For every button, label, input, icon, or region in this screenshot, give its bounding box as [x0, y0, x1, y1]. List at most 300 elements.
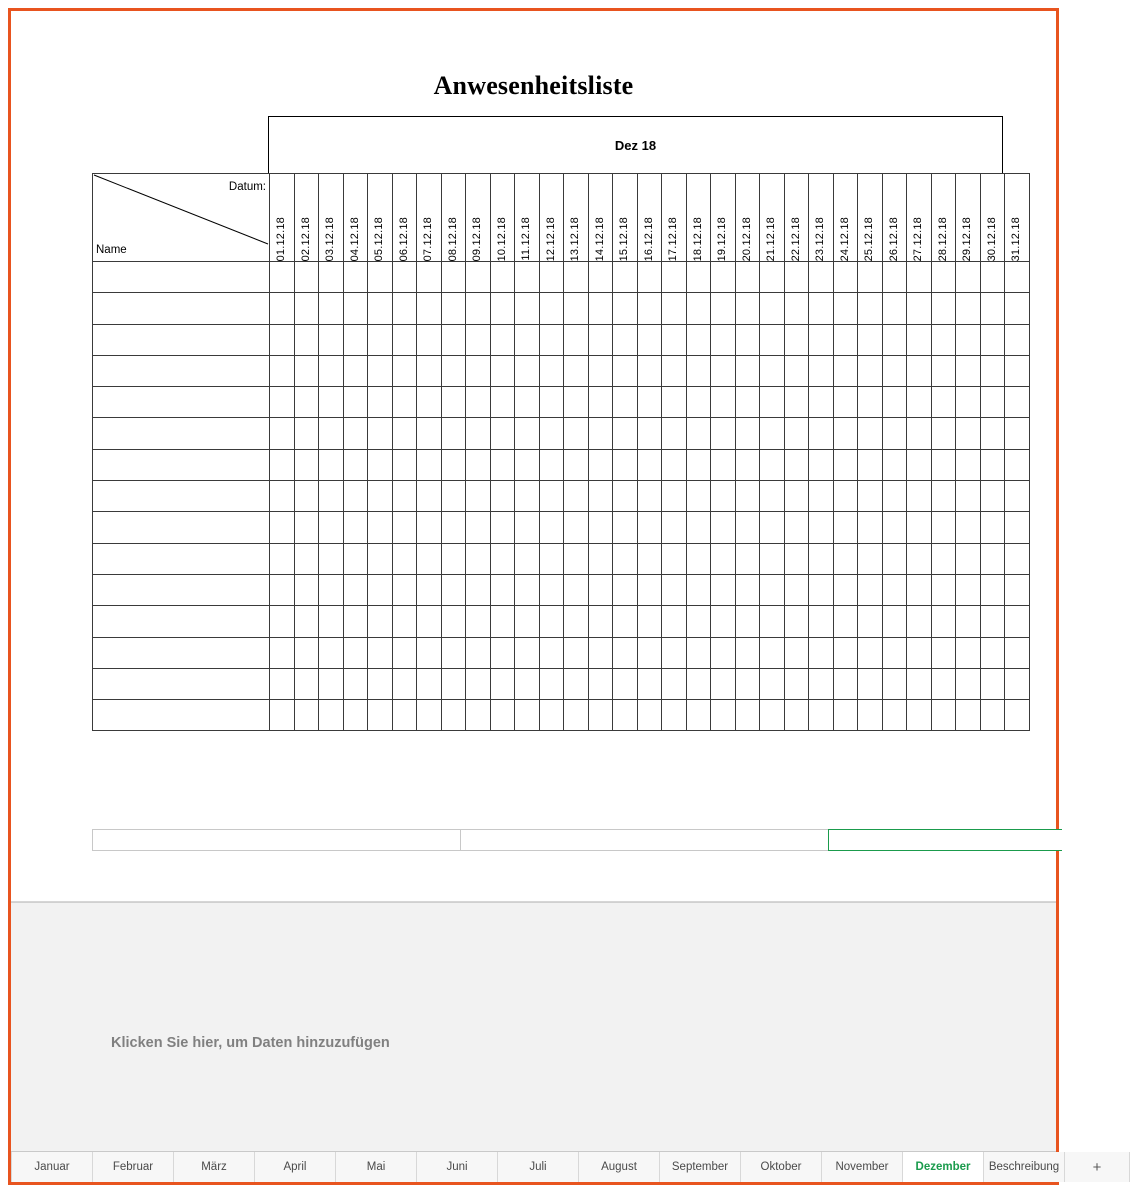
- attendance-cell[interactable]: [392, 418, 417, 449]
- attendance-cell[interactable]: [980, 449, 1005, 480]
- attendance-cell[interactable]: [490, 418, 515, 449]
- attendance-cell[interactable]: [466, 418, 491, 449]
- attendance-cell[interactable]: [319, 418, 344, 449]
- corner-header-cell[interactable]: [93, 174, 270, 262]
- attendance-cell[interactable]: [907, 668, 932, 699]
- attendance-cell[interactable]: [368, 324, 393, 355]
- attendance-cell[interactable]: [662, 293, 687, 324]
- sheet-tab-dezember[interactable]: Dezember: [903, 1152, 984, 1182]
- attendance-cell[interactable]: [784, 668, 809, 699]
- attendance-cell[interactable]: [882, 293, 907, 324]
- attendance-cell[interactable]: [613, 637, 638, 668]
- attendance-cell[interactable]: [343, 700, 368, 731]
- attendance-cell[interactable]: [490, 668, 515, 699]
- attendance-cell[interactable]: [368, 637, 393, 668]
- attendance-cell[interactable]: [956, 606, 981, 637]
- name-cell[interactable]: [93, 668, 270, 699]
- attendance-cell[interactable]: [858, 668, 883, 699]
- attendance-cell[interactable]: [858, 543, 883, 574]
- attendance-cell[interactable]: [466, 355, 491, 386]
- attendance-cell[interactable]: [319, 293, 344, 324]
- attendance-cell[interactable]: [515, 355, 540, 386]
- attendance-cell[interactable]: [809, 293, 834, 324]
- date-column-header[interactable]: [270, 174, 295, 262]
- attendance-cell[interactable]: [294, 387, 319, 418]
- attendance-cell[interactable]: [270, 668, 295, 699]
- attendance-cell[interactable]: [711, 668, 736, 699]
- attendance-cell[interactable]: [637, 324, 662, 355]
- attendance-cell[interactable]: [931, 481, 956, 512]
- name-cell[interactable]: [93, 512, 270, 543]
- attendance-cell[interactable]: [784, 324, 809, 355]
- attendance-cell[interactable]: [1005, 324, 1030, 355]
- attendance-cell[interactable]: [417, 449, 442, 480]
- attendance-cell[interactable]: [294, 324, 319, 355]
- date-column-header[interactable]: [441, 174, 466, 262]
- attendance-cell[interactable]: [931, 418, 956, 449]
- attendance-cell[interactable]: [637, 606, 662, 637]
- attendance-cell[interactable]: [392, 481, 417, 512]
- attendance-cell[interactable]: [417, 637, 442, 668]
- attendance-cell[interactable]: [417, 668, 442, 699]
- attendance-cell[interactable]: [441, 668, 466, 699]
- attendance-cell[interactable]: [711, 449, 736, 480]
- attendance-cell[interactable]: [417, 262, 442, 293]
- attendance-cell[interactable]: [1005, 355, 1030, 386]
- attendance-cell[interactable]: [441, 324, 466, 355]
- date-column-header[interactable]: [368, 174, 393, 262]
- attendance-cell[interactable]: [637, 262, 662, 293]
- attendance-cell[interactable]: [882, 606, 907, 637]
- attendance-cell[interactable]: [956, 387, 981, 418]
- attendance-cell[interactable]: [270, 387, 295, 418]
- attendance-cell[interactable]: [270, 512, 295, 543]
- table-row[interactable]: [93, 262, 1030, 293]
- attendance-cell[interactable]: [760, 387, 785, 418]
- attendance-cell[interactable]: [588, 574, 613, 605]
- attendance-cell[interactable]: [319, 449, 344, 480]
- attendance-cell[interactable]: [343, 543, 368, 574]
- attendance-cell[interactable]: [343, 418, 368, 449]
- attendance-cell[interactable]: [980, 512, 1005, 543]
- attendance-cell[interactable]: [490, 543, 515, 574]
- attendance-cell[interactable]: [588, 324, 613, 355]
- attendance-cell[interactable]: [294, 668, 319, 699]
- attendance-cell[interactable]: [613, 606, 638, 637]
- attendance-cell[interactable]: [417, 606, 442, 637]
- attendance-cell[interactable]: [809, 449, 834, 480]
- attendance-cell[interactable]: [784, 606, 809, 637]
- attendance-cell[interactable]: [784, 543, 809, 574]
- attendance-cell[interactable]: [368, 668, 393, 699]
- attendance-cell[interactable]: [539, 324, 564, 355]
- attendance-cell[interactable]: [564, 700, 589, 731]
- attendance-cell[interactable]: [466, 324, 491, 355]
- attendance-cell[interactable]: [858, 387, 883, 418]
- attendance-cell[interactable]: [833, 387, 858, 418]
- attendance-cell[interactable]: [368, 543, 393, 574]
- attendance-cell[interactable]: [564, 512, 589, 543]
- attendance-cell[interactable]: [735, 668, 760, 699]
- attendance-cell[interactable]: [980, 606, 1005, 637]
- attendance-cell[interactable]: [686, 637, 711, 668]
- attendance-cell[interactable]: [833, 324, 858, 355]
- attendance-cell[interactable]: [588, 637, 613, 668]
- attendance-cell[interactable]: [637, 418, 662, 449]
- attendance-cell[interactable]: [270, 262, 295, 293]
- attendance-cell[interactable]: [1005, 449, 1030, 480]
- attendance-cell[interactable]: [515, 481, 540, 512]
- date-column-header[interactable]: [539, 174, 564, 262]
- attendance-cell[interactable]: [980, 668, 1005, 699]
- attendance-cell[interactable]: [392, 387, 417, 418]
- attendance-cell[interactable]: [735, 324, 760, 355]
- attendance-cell[interactable]: [515, 418, 540, 449]
- attendance-cell[interactable]: [760, 512, 785, 543]
- attendance-cell[interactable]: [564, 387, 589, 418]
- attendance-cell[interactable]: [686, 355, 711, 386]
- attendance-cell[interactable]: [270, 418, 295, 449]
- attendance-cell[interactable]: [931, 355, 956, 386]
- attendance-cell[interactable]: [1005, 543, 1030, 574]
- attendance-cell[interactable]: [319, 512, 344, 543]
- date-column-header[interactable]: [931, 174, 956, 262]
- attendance-cell[interactable]: [760, 481, 785, 512]
- attendance-cell[interactable]: [907, 293, 932, 324]
- name-cell[interactable]: [93, 606, 270, 637]
- attendance-cell[interactable]: [858, 324, 883, 355]
- attendance-cell[interactable]: [588, 606, 613, 637]
- attendance-cell[interactable]: [466, 574, 491, 605]
- attendance-cell[interactable]: [907, 574, 932, 605]
- attendance-cell[interactable]: [392, 543, 417, 574]
- attendance-cell[interactable]: [931, 606, 956, 637]
- attendance-cell[interactable]: [294, 543, 319, 574]
- strip-input-1[interactable]: [92, 829, 460, 851]
- table-row[interactable]: [93, 668, 1030, 699]
- attendance-cell[interactable]: [858, 606, 883, 637]
- attendance-cell[interactable]: [833, 637, 858, 668]
- attendance-cell[interactable]: [662, 387, 687, 418]
- attendance-cell[interactable]: [270, 355, 295, 386]
- attendance-cell[interactable]: [1005, 387, 1030, 418]
- sheet-tab-januar[interactable]: Januar: [11, 1152, 93, 1182]
- attendance-cell[interactable]: [564, 449, 589, 480]
- attendance-cell[interactable]: [270, 700, 295, 731]
- attendance-cell[interactable]: [858, 574, 883, 605]
- attendance-cell[interactable]: [417, 324, 442, 355]
- attendance-cell[interactable]: [417, 543, 442, 574]
- table-row[interactable]: [93, 355, 1030, 386]
- attendance-cell[interactable]: [441, 481, 466, 512]
- attendance-cell[interactable]: [368, 481, 393, 512]
- attendance-cell[interactable]: [956, 512, 981, 543]
- attendance-cell[interactable]: [711, 512, 736, 543]
- attendance-cell[interactable]: [662, 574, 687, 605]
- attendance-cell[interactable]: [760, 637, 785, 668]
- attendance-cell[interactable]: [735, 700, 760, 731]
- attendance-cell[interactable]: [907, 637, 932, 668]
- attendance-cell[interactable]: [343, 668, 368, 699]
- attendance-cell[interactable]: [515, 543, 540, 574]
- attendance-cell[interactable]: [980, 355, 1005, 386]
- attendance-cell[interactable]: [441, 449, 466, 480]
- name-cell[interactable]: [93, 262, 270, 293]
- attendance-cell[interactable]: [784, 387, 809, 418]
- sheet-tab-september[interactable]: September: [660, 1152, 741, 1182]
- attendance-cell[interactable]: [809, 355, 834, 386]
- attendance-cell[interactable]: [784, 512, 809, 543]
- attendance-cell[interactable]: [882, 418, 907, 449]
- date-column-header[interactable]: [760, 174, 785, 262]
- attendance-cell[interactable]: [392, 293, 417, 324]
- date-column-header[interactable]: [956, 174, 981, 262]
- name-cell[interactable]: [93, 293, 270, 324]
- date-column-header[interactable]: [662, 174, 687, 262]
- attendance-cell[interactable]: [833, 355, 858, 386]
- attendance-cell[interactable]: [392, 606, 417, 637]
- attendance-cell[interactable]: [637, 637, 662, 668]
- attendance-cell[interactable]: [392, 324, 417, 355]
- attendance-cell[interactable]: [539, 574, 564, 605]
- date-column-header[interactable]: [858, 174, 883, 262]
- attendance-cell[interactable]: [931, 387, 956, 418]
- attendance-cell[interactable]: [294, 606, 319, 637]
- attendance-cell[interactable]: [417, 293, 442, 324]
- attendance-cell[interactable]: [931, 512, 956, 543]
- attendance-cell[interactable]: [270, 574, 295, 605]
- attendance-cell[interactable]: [858, 418, 883, 449]
- name-cell[interactable]: [93, 387, 270, 418]
- attendance-cell[interactable]: [931, 324, 956, 355]
- date-column-header[interactable]: [907, 174, 932, 262]
- attendance-cell[interactable]: [319, 574, 344, 605]
- attendance-cell[interactable]: [637, 543, 662, 574]
- attendance-cell[interactable]: [637, 668, 662, 699]
- attendance-cell[interactable]: [637, 293, 662, 324]
- attendance-cell[interactable]: [588, 418, 613, 449]
- attendance-cell[interactable]: [613, 668, 638, 699]
- attendance-cell[interactable]: [833, 449, 858, 480]
- attendance-cell[interactable]: [613, 355, 638, 386]
- attendance-cell[interactable]: [907, 481, 932, 512]
- attendance-cell[interactable]: [490, 262, 515, 293]
- attendance-cell[interactable]: [809, 387, 834, 418]
- attendance-cell[interactable]: [588, 700, 613, 731]
- attendance-cell[interactable]: [613, 387, 638, 418]
- month-header-cell[interactable]: [268, 116, 1003, 174]
- date-column-header[interactable]: [564, 174, 589, 262]
- attendance-cell[interactable]: [662, 449, 687, 480]
- attendance-cell[interactable]: [564, 324, 589, 355]
- sheet-tab-august[interactable]: August: [579, 1152, 660, 1182]
- attendance-cell[interactable]: [417, 512, 442, 543]
- date-column-header[interactable]: [417, 174, 442, 262]
- attendance-cell[interactable]: [735, 481, 760, 512]
- attendance-cell[interactable]: [907, 606, 932, 637]
- attendance-cell[interactable]: [760, 606, 785, 637]
- attendance-cell[interactable]: [588, 449, 613, 480]
- attendance-cell[interactable]: [956, 418, 981, 449]
- attendance-cell[interactable]: [711, 543, 736, 574]
- attendance-cell[interactable]: [441, 418, 466, 449]
- attendance-cell[interactable]: [270, 293, 295, 324]
- table-row[interactable]: [93, 574, 1030, 605]
- attendance-cell[interactable]: [637, 481, 662, 512]
- attendance-cell[interactable]: [343, 606, 368, 637]
- attendance-cell[interactable]: [343, 355, 368, 386]
- attendance-cell[interactable]: [833, 512, 858, 543]
- attendance-cell[interactable]: [711, 700, 736, 731]
- attendance-cell[interactable]: [319, 700, 344, 731]
- attendance-cell[interactable]: [907, 387, 932, 418]
- attendance-cell[interactable]: [956, 543, 981, 574]
- name-cell[interactable]: [93, 418, 270, 449]
- attendance-cell[interactable]: [294, 481, 319, 512]
- attendance-cell[interactable]: [270, 324, 295, 355]
- attendance-cell[interactable]: [319, 324, 344, 355]
- attendance-cell[interactable]: [662, 543, 687, 574]
- attendance-cell[interactable]: [564, 637, 589, 668]
- attendance-cell[interactable]: [294, 418, 319, 449]
- attendance-cell[interactable]: [907, 355, 932, 386]
- attendance-cell[interactable]: [809, 574, 834, 605]
- attendance-cell[interactable]: [784, 700, 809, 731]
- table-row[interactable]: [93, 481, 1030, 512]
- attendance-cell[interactable]: [539, 668, 564, 699]
- attendance-cell[interactable]: [686, 418, 711, 449]
- attendance-cell[interactable]: [711, 293, 736, 324]
- attendance-cell[interactable]: [907, 512, 932, 543]
- attendance-cell[interactable]: [441, 700, 466, 731]
- attendance-cell[interactable]: [539, 262, 564, 293]
- attendance-cell[interactable]: [392, 355, 417, 386]
- name-cell[interactable]: [93, 355, 270, 386]
- date-column-header[interactable]: [613, 174, 638, 262]
- name-cell[interactable]: [93, 574, 270, 605]
- table-row[interactable]: [93, 700, 1030, 731]
- attendance-cell[interactable]: [956, 637, 981, 668]
- attendance-cell[interactable]: [392, 637, 417, 668]
- attendance-cell[interactable]: [343, 481, 368, 512]
- attendance-cell[interactable]: [270, 637, 295, 668]
- attendance-cell[interactable]: [441, 293, 466, 324]
- attendance-cell[interactable]: [490, 481, 515, 512]
- attendance-cell[interactable]: [980, 418, 1005, 449]
- attendance-cell[interactable]: [809, 700, 834, 731]
- attendance-cell[interactable]: [294, 700, 319, 731]
- name-cell[interactable]: [93, 324, 270, 355]
- attendance-cell[interactable]: [882, 700, 907, 731]
- attendance-cell[interactable]: [1005, 512, 1030, 543]
- attendance-cell[interactable]: [711, 324, 736, 355]
- sheet-tab-juni[interactable]: Juni: [417, 1152, 498, 1182]
- attendance-cell[interactable]: [539, 700, 564, 731]
- attendance-cell[interactable]: [931, 700, 956, 731]
- attendance-cell[interactable]: [711, 574, 736, 605]
- attendance-cell[interactable]: [711, 637, 736, 668]
- name-cell[interactable]: [93, 543, 270, 574]
- attendance-cell[interactable]: [784, 574, 809, 605]
- attendance-cell[interactable]: [1005, 262, 1030, 293]
- attendance-cell[interactable]: [882, 543, 907, 574]
- attendance-cell[interactable]: [515, 324, 540, 355]
- attendance-cell[interactable]: [760, 324, 785, 355]
- attendance-cell[interactable]: [515, 512, 540, 543]
- attendance-cell[interactable]: [686, 387, 711, 418]
- attendance-cell[interactable]: [270, 449, 295, 480]
- attendance-cell[interactable]: [417, 355, 442, 386]
- attendance-cell[interactable]: [343, 262, 368, 293]
- table-row[interactable]: [93, 387, 1030, 418]
- attendance-cell[interactable]: [490, 324, 515, 355]
- attendance-cell[interactable]: [809, 481, 834, 512]
- attendance-cell[interactable]: [907, 262, 932, 293]
- attendance-cell[interactable]: [343, 449, 368, 480]
- attendance-cell[interactable]: [515, 637, 540, 668]
- attendance-cell[interactable]: [907, 543, 932, 574]
- name-cell[interactable]: [93, 449, 270, 480]
- attendance-cell[interactable]: [392, 574, 417, 605]
- attendance-cell[interactable]: [564, 355, 589, 386]
- attendance-cell[interactable]: [858, 449, 883, 480]
- attendance-cell[interactable]: [956, 700, 981, 731]
- date-column-header[interactable]: [809, 174, 834, 262]
- attendance-cell[interactable]: [441, 387, 466, 418]
- attendance-cell[interactable]: [368, 700, 393, 731]
- attendance-cell[interactable]: [931, 262, 956, 293]
- sheet-tab-april[interactable]: April: [255, 1152, 336, 1182]
- attendance-cell[interactable]: [760, 293, 785, 324]
- attendance-cell[interactable]: [368, 293, 393, 324]
- sheet-tab-november[interactable]: November: [822, 1152, 903, 1182]
- attendance-cell[interactable]: [368, 512, 393, 543]
- attendance-cell[interactable]: [956, 668, 981, 699]
- attendance-cell[interactable]: [368, 606, 393, 637]
- attendance-cell[interactable]: [539, 355, 564, 386]
- attendance-cell[interactable]: [711, 387, 736, 418]
- attendance-cell[interactable]: [417, 418, 442, 449]
- attendance-cell[interactable]: [833, 606, 858, 637]
- table-row[interactable]: [93, 637, 1030, 668]
- date-column-header[interactable]: [588, 174, 613, 262]
- attendance-cell[interactable]: [613, 574, 638, 605]
- attendance-cell[interactable]: [931, 574, 956, 605]
- attendance-cell[interactable]: [270, 543, 295, 574]
- attendance-cell[interactable]: [319, 606, 344, 637]
- add-sheet-button[interactable]: +: [1065, 1152, 1130, 1182]
- attendance-cell[interactable]: [882, 324, 907, 355]
- attendance-cell[interactable]: [637, 700, 662, 731]
- attendance-cell[interactable]: [833, 262, 858, 293]
- attendance-cell[interactable]: [441, 574, 466, 605]
- attendance-cell[interactable]: [735, 449, 760, 480]
- attendance-cell[interactable]: [931, 449, 956, 480]
- attendance-cell[interactable]: [539, 512, 564, 543]
- attendance-cell[interactable]: [809, 637, 834, 668]
- attendance-cell[interactable]: [588, 262, 613, 293]
- date-column-header[interactable]: [882, 174, 907, 262]
- attendance-cell[interactable]: [343, 387, 368, 418]
- attendance-cell[interactable]: [882, 574, 907, 605]
- attendance-cell[interactable]: [417, 574, 442, 605]
- attendance-cell[interactable]: [588, 512, 613, 543]
- attendance-cell[interactable]: [760, 668, 785, 699]
- attendance-cell[interactable]: [662, 512, 687, 543]
- table-row[interactable]: [93, 418, 1030, 449]
- attendance-table[interactable]: [92, 173, 1030, 731]
- attendance-cell[interactable]: [735, 418, 760, 449]
